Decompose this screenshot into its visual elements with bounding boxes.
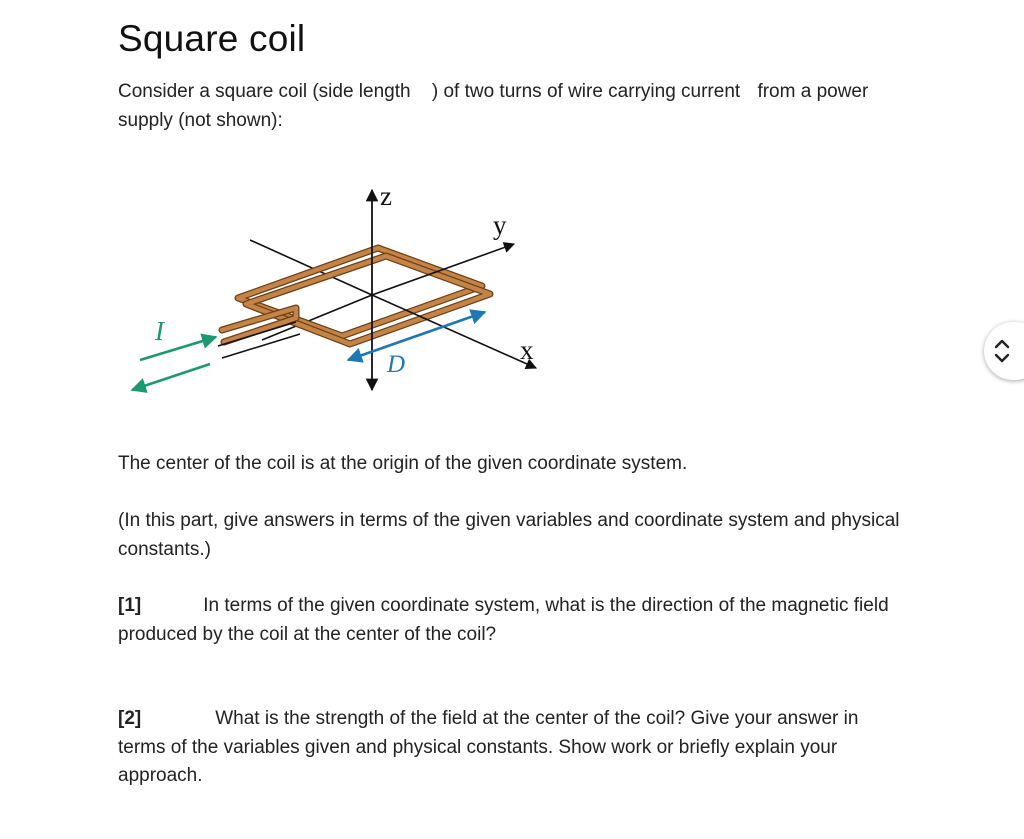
instructions-paragraph: (In this part, give answers in terms of the given variables and coordinate system and physical constants.) [118,510,900,560]
side-length-label: D [387,351,406,378]
question-1-number: [1] [118,595,142,616]
intro-text-3: from a power supply (not shown): [118,81,869,131]
intro-text-1: Consider a square coil (side length [118,81,416,102]
x-axis-label: x [520,335,534,365]
page-nav-toggle[interactable] [984,322,1024,380]
question-1 [118,592,908,649]
question-2 [118,705,908,791]
question-2-text: What is the strength of the field at the center of the coil? Give your answer in terms of the variables given and physical constants. Show work or briefly explain your approach. [118,708,859,786]
chevron-up-down-icon [984,322,1024,380]
coil-figure [120,170,560,410]
y-axis-label: y [493,210,507,240]
question-1-text: In terms of the given coordinate system, what is the direction of the magnetic field produced by the coil at the center of the coil? [118,595,889,645]
current-arrow-out [132,364,210,390]
page-title: Square coil [118,18,306,59]
z-axis-label: z [380,181,392,211]
current-arrow-in [140,337,216,360]
intro-text-2: ) of two turns of wire carrying current [431,81,746,102]
question-2-number: [2] [118,708,142,729]
coil-diagram [120,170,560,410]
intro-paragraph [118,78,908,135]
current-label: I [155,316,164,346]
center-statement: The center of the coil is at the origin of the given coordinate system. [118,453,688,474]
